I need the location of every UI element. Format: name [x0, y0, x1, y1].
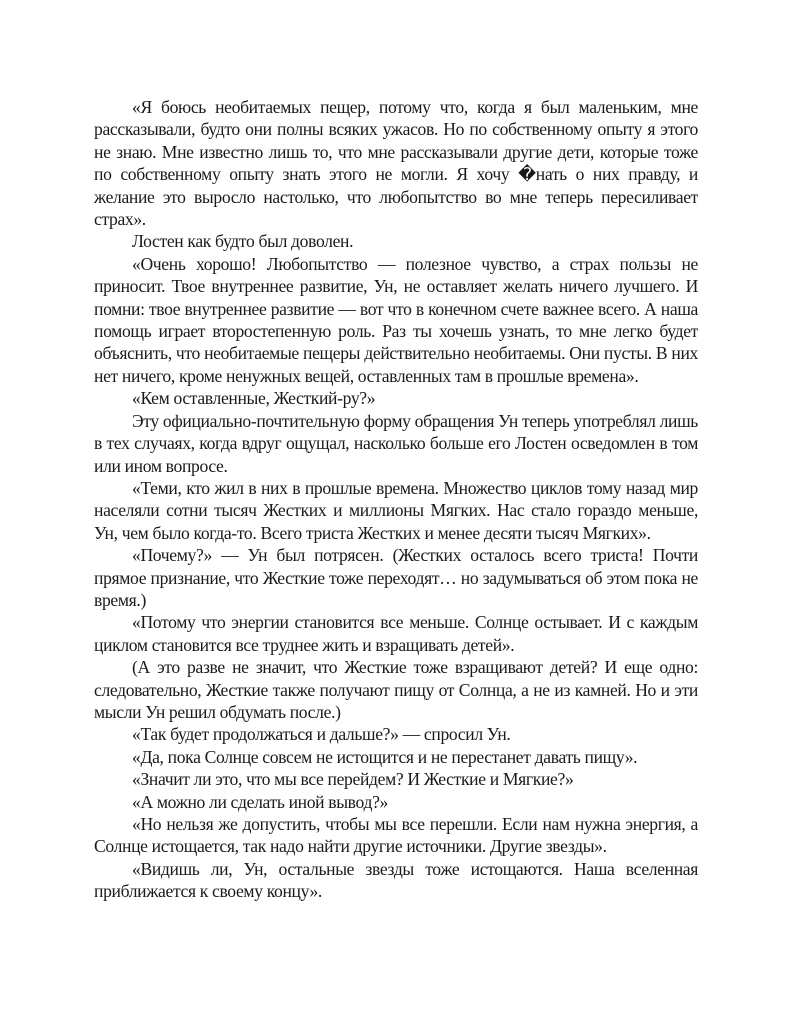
paragraph-9: (А это разве не значит, что Жесткие тоже взращивают детей? И еще одно: следовательно, Жесткие также получают пищу от Солнца, а не из камней. Но и эти мысли Ун решил обдумать после.)	[94, 657, 698, 722]
paragraph-8: «Потому что энергии становится все меньше. Солнце остывает. И с каждым циклом становится все труднее жить и взращивать детей».	[94, 612, 698, 655]
paragraph-7: «Почему?» — Ун был потрясен. (Жестких осталось всего триста! Почти прямое признание, что Жесткие тоже переходят… но задумываться об этом пока не время.)	[94, 545, 698, 610]
paragraph-5: Эту официально-почтительную форму обращения Ун теперь употреблял лишь в тех случаях, когда вдруг ощущал, насколько больше его Лостен осведомлен в том или ином вопросе.	[94, 410, 698, 476]
paragraph-15: «Видишь ли, Ун, остальные звезды тоже истощаются. Наша вселенная приближается к своему концу».	[94, 858, 698, 902]
paragraph-11: «Да, пока Солнце совсем не истощится и не перестанет давать пищу».	[132, 746, 638, 767]
paragraph-4: «Кем оставленные, Жесткий-ру?»	[132, 388, 376, 409]
paragraph-10: «Так будет продолжаться и дальше?» — спросил Ун.	[132, 724, 511, 745]
paragraph-3: «Очень хорошо! Любопытство — полезное чувство, а страх пользы не приносит. Твое внутреннее развитие, Ун, не оставляет желать ничего лучшего. И помни: твое внутреннее развитие — вот что в конечном счете важнее всего. А наша помощь играет второстепенную роль. Раз ты хочешь узнать, то мне легко будет объяснить, что необитаемые пещеры действительно необитаемы. Они пусты. В них нет ничего, кроме ненужных вещей, оставленных там в прошлые времена».	[94, 253, 698, 386]
paragraph-1: «Я боюсь необитаемых пещер, потому что, когда я был маленьким, мне рассказывали, будто они полны всяких ужасов. Но по собственному опыту я этого не знаю. Мне известно лишь то, что мне рассказывали другие дети, которые тоже по собственному опыту знать этого не могли. Я хочу �нать о них правду, и желание это выросло настолько, что любопытство во мне теперь пересиливает страх».	[94, 97, 698, 230]
paragraph-2: Лостен как будто был доволен.	[132, 231, 354, 252]
document-page	[94, 96, 698, 903]
paragraph-12: «Значит ли это, что мы все перейдем? И Жесткие и Мягкие?»	[132, 769, 574, 790]
paragraph-13: «А можно ли сделать иной вывод?»	[132, 791, 388, 812]
paragraph-6: «Теми, кто жил в них в прошлые времена. Множество циклов тому назад мир населяли сотни тысяч Жестких и миллионы Мягких. Нас стало гораздо меньше, Ун, чем было когда-то. Всего триста Жестких и менее десяти тысяч Мягких».	[94, 477, 698, 543]
paragraph-14: «Но нельзя же допустить, чтобы мы все перешли. Если нам нужна энергия, а Солнце истощается, так надо найти другие источники. Другие звезды».	[94, 814, 698, 857]
